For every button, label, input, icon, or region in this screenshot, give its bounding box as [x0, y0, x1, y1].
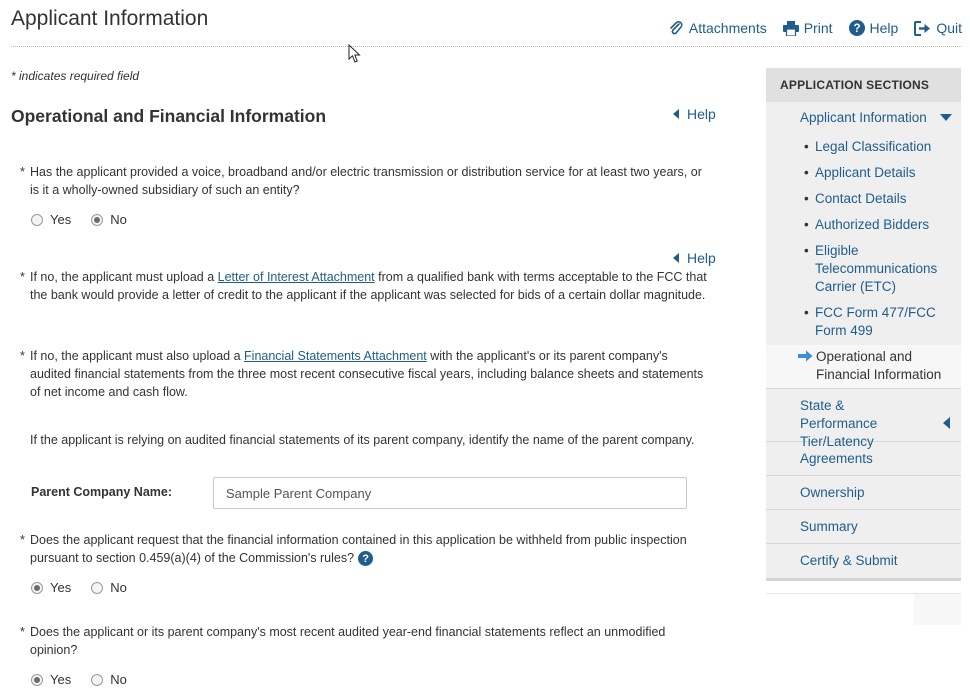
- attachments-label: Attachments: [688, 20, 767, 36]
- question-help-icon[interactable]: ?: [358, 551, 373, 566]
- required-marker: *: [20, 165, 25, 179]
- q2-yes-radio[interactable]: [31, 582, 43, 594]
- sidebar-subitem-authorized-bidders[interactable]: [804, 216, 954, 234]
- print-link[interactable]: [783, 20, 833, 36]
- bullet-icon: •: [804, 243, 809, 258]
- q1-yes-label: Yes: [50, 212, 72, 227]
- sidebar-item-label: Agreements: [800, 451, 873, 466]
- required-marker: *: [20, 625, 25, 639]
- svg-text:?: ?: [853, 23, 861, 36]
- q3-no-radio[interactable]: [91, 674, 103, 686]
- bullet-icon: •: [804, 165, 809, 180]
- caret-down-icon[interactable]: [940, 114, 952, 121]
- q2-yes-label: Yes: [50, 580, 72, 595]
- required-field-note: * indicates required field: [11, 69, 140, 83]
- sidebar-subitem-label: Operational and Financial Information: [816, 349, 942, 382]
- q3-yes-label: Yes: [50, 672, 72, 687]
- q1-yes-radio[interactable]: [31, 214, 43, 226]
- q2-yes-option[interactable]: [31, 580, 71, 595]
- letter-help-link[interactable]: [673, 250, 716, 266]
- application-sections-sidebar: [766, 68, 961, 580]
- sidebar-subitem-legal-classification[interactable]: [804, 138, 954, 156]
- help-label-top: Help: [869, 20, 899, 36]
- section-help-label: Help: [687, 106, 716, 122]
- sidebar-item-label: State & Performance Tier/Latency: [800, 398, 878, 449]
- q3-yes-option[interactable]: [31, 672, 71, 687]
- financial-statements-note: [20, 347, 710, 401]
- sidebar-subitem-contact-details[interactable]: [804, 190, 954, 208]
- parent-company-note-text: If the applicant is relying on audited financial statements of its parent company, identify the name of the parent company.: [30, 433, 695, 447]
- sidebar-item-label: Certify & Submit: [800, 553, 898, 568]
- q3-yes-radio[interactable]: [31, 674, 43, 686]
- sidebar-item-label: Ownership: [800, 485, 865, 500]
- required-marker: *: [20, 270, 25, 284]
- caret-left-icon: [673, 109, 679, 119]
- sidebar-footer-panel-right: [914, 593, 961, 625]
- required-marker: *: [20, 349, 25, 363]
- question-unmodified-opinion: [20, 623, 710, 659]
- caret-left-icon: [673, 253, 679, 263]
- note2-prefix: If no, the applicant must also upload a: [30, 349, 245, 363]
- sidebar-item-certify-submit[interactable]: [766, 552, 961, 580]
- sidebar-subitem-operational-financial[interactable]: [798, 348, 960, 384]
- sign-out-icon: [914, 21, 931, 36]
- help-link-top[interactable]: [849, 20, 899, 36]
- note1-prefix: If no, the applicant must upload a: [30, 270, 218, 284]
- question-withhold-info-text: Does the applicant request that the financial information contained in this application be withheld from public inspection pursuant to section 0.459(a)(4) of the Commission's rules?: [30, 533, 687, 565]
- sidebar-subitem-label: Contact Details: [815, 191, 907, 206]
- q1-yes-option[interactable]: [31, 212, 71, 227]
- q2-no-label: No: [110, 580, 127, 595]
- header-divider: [11, 46, 962, 47]
- letter-of-interest-note: [20, 268, 710, 304]
- q2-radio-group: [31, 580, 147, 595]
- q3-no-option[interactable]: [91, 672, 127, 687]
- sidebar-subitem-label: Legal Classification: [815, 139, 932, 154]
- sidebar-subitem-label: Eligible Telecommunications Carrier (ETC): [815, 243, 938, 294]
- sidebar-bottom-border: [766, 578, 961, 581]
- section-help-link[interactable]: [673, 106, 716, 122]
- q2-no-option[interactable]: [91, 580, 127, 595]
- sidebar-item-applicant-information[interactable]: [766, 109, 961, 131]
- sidebar-subitem-label: Authorized Bidders: [815, 217, 930, 232]
- letter-of-interest-link[interactable]: Letter of Interest Attachment: [217, 270, 375, 284]
- sidebar-subitem-fcc-form[interactable]: [804, 304, 954, 340]
- q1-no-option[interactable]: [91, 212, 127, 227]
- required-marker: *: [20, 533, 25, 547]
- question-service-history: [20, 163, 710, 199]
- sidebar-item-agreements[interactable]: [766, 450, 961, 476]
- printer-icon: [783, 21, 799, 36]
- sidebar-item-ownership[interactable]: [766, 484, 961, 510]
- sidebar-item-label: Summary: [800, 519, 858, 534]
- q1-no-label: No: [110, 212, 127, 227]
- letter-help-label: Help: [687, 250, 716, 266]
- attachments-link[interactable]: [668, 20, 767, 36]
- financial-statements-link[interactable]: Financial Statements Attachment: [244, 349, 427, 363]
- parent-company-note: [20, 431, 710, 449]
- bullet-icon: •: [804, 139, 809, 154]
- print-label: Print: [803, 20, 833, 36]
- q3-radio-group: [31, 672, 147, 687]
- mouse-cursor-icon: [348, 44, 362, 64]
- parent-company-input[interactable]: [213, 477, 687, 509]
- question-unmodified-opinion-text: Does the applicant or its parent company's most recent audited year-end financial statements reflect an unmodified opinion?: [30, 625, 666, 657]
- bullet-icon: •: [804, 217, 809, 232]
- section-title: Operational and Financial Information: [11, 106, 327, 126]
- parent-company-label: Parent Company Name:: [31, 485, 173, 499]
- question-circle-icon: [849, 20, 865, 36]
- quit-link[interactable]: [914, 20, 962, 36]
- note1-suffix: from a qualified bank with terms acceptable to the FCC that the bank would provide a letter of credit to the applicant if the applicant was selected for bids of a certain dollar magnitude.: [30, 270, 707, 302]
- bullet-icon: •: [804, 305, 809, 320]
- sidebar-divider: [766, 388, 961, 389]
- q1-no-radio[interactable]: [91, 214, 103, 226]
- quit-label: Quit: [936, 20, 962, 36]
- page-title: Applicant Information: [11, 7, 209, 30]
- sidebar-subitem-etc[interactable]: [804, 242, 954, 296]
- question-withhold-info: [20, 531, 710, 567]
- sidebar-subitem-label: Applicant Details: [815, 165, 916, 180]
- arrow-right-icon: [798, 350, 813, 362]
- top-nav: [668, 18, 970, 38]
- q2-no-radio[interactable]: [91, 582, 103, 594]
- sidebar-item-summary[interactable]: [766, 518, 961, 544]
- sidebar-item-label: Applicant Information: [800, 110, 927, 125]
- sidebar-item-state-performance[interactable]: [766, 397, 961, 449]
- question-service-history-text: Has the applicant provided a voice, broadband and/or electric transmission or distribution service for at least two years, or is it a wholly-owned subsidiary of such an entity?: [30, 165, 702, 197]
- paperclip-icon: [668, 20, 684, 36]
- note2-suffix: with the applicant's or its parent company's audited financial statements from the three most recent consecutive fiscal years, including balance sheets and statements of net income and cash flow.: [30, 349, 704, 399]
- sidebar-subitem-label: FCC Form 477/FCC Form 499: [815, 305, 936, 338]
- caret-left-icon[interactable]: [943, 417, 950, 429]
- q3-no-label: No: [110, 672, 127, 687]
- bullet-icon: •: [804, 191, 809, 206]
- q1-radio-group: [31, 212, 147, 227]
- sidebar-footer-panel: [766, 593, 914, 625]
- sidebar-header: APPLICATION SECTIONS: [766, 68, 961, 102]
- sidebar-subitem-applicant-details[interactable]: [804, 164, 954, 182]
